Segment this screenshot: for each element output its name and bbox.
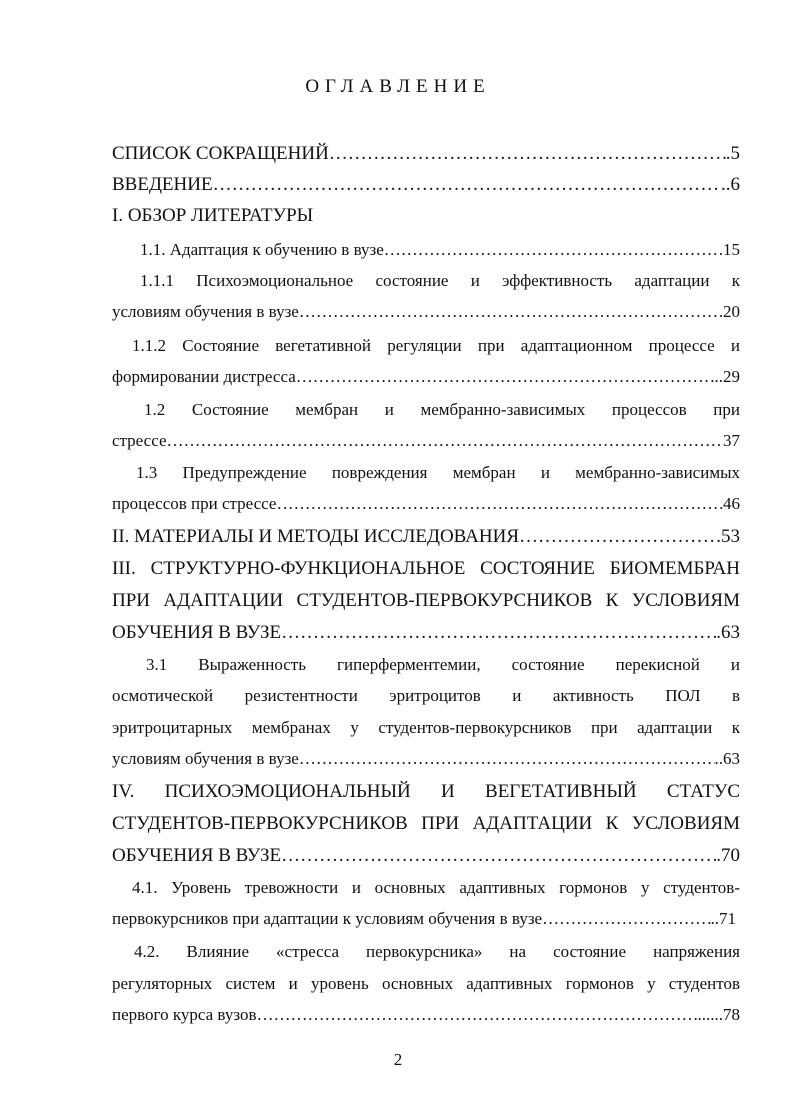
toc-entry-text: ОБУЧЕНИЯ В ВУЗЕ [112,845,282,866]
toc-entry-text: первого курса вузов [112,1005,257,1024]
toc-entry-text: процессов при стрессе [112,494,277,513]
toc-entry-4-1-line2[interactable] [112,909,736,929]
toc-entry-text: первокурсников при адаптации к условиям обучения в вузе [112,909,543,928]
toc-page-number: 15 [723,240,740,259]
toc-page-number: .63 [716,622,740,643]
toc-entry-3-1-line3[interactable]: эритроцитарных мембранах у студентов-первокурсников при адаптации к [112,718,740,737]
toc-entry-3-1-line1[interactable]: 3.1 Выраженность гиперферментемии, состояние перекисной и [146,655,740,674]
toc-page-number: ..63 [714,749,740,768]
toc-entry-text: стрессе [112,431,167,450]
toc-page-number: ...29 [710,367,740,386]
toc-page-number: 20 [723,302,740,321]
toc-leader [519,526,716,548]
toc-entry-introduction[interactable] [112,174,740,196]
toc-entry-text: условиям обучения в вузе [112,302,299,321]
toc-leader [299,302,723,322]
toc-page-number: ..6 [721,174,740,195]
toc-leader [281,622,716,644]
toc-leader [384,240,723,260]
toc-entry-4-1-line1[interactable]: 4.1. Уровень тревожности и основных адаптивных гормонов у студентов- [132,878,740,897]
toc-entry-chapter-1[interactable] [112,205,740,227]
toc-leader [296,367,711,387]
toc-page-number: 37 [723,431,740,450]
toc-entry-1-3-line2[interactable] [112,494,740,514]
page-title: ОГЛАВЛЕНИЕ [305,76,491,97]
toc-entry-1-3-line1[interactable]: 1.3 Предупреждение повреждения мембран и мембранно-зависимых [136,463,740,482]
toc-entry-text: условиям обучения в вузе [112,749,299,768]
toc-entry-1-1-1-line2[interactable] [112,302,740,322]
toc-entry-1-2-line1[interactable]: 1.2 Состояние мембран и мембранно-зависимых процессов при [144,400,740,419]
toc-entry-chapter-4-line2[interactable]: СТУДЕНТОВ-ПЕРВОКУРСНИКОВ ПРИ АДАПТАЦИИ К УСЛОВИЯМ [112,813,740,834]
toc-entry-1-1-1-line1[interactable]: 1.1.1 Психоэмоциональное состояние и эффективность адаптации к [140,271,740,290]
toc-leader [213,174,721,196]
toc-leader [167,431,724,451]
toc-entry-chapter-4-line1[interactable]: IV. ПСИХОЭМОЦИОНАЛЬНЫЙ И ВЕГЕТАТИВНЫЙ СТАТУС [112,781,740,802]
page-number: 2 [393,1050,403,1069]
toc-entry-text: I. ОБЗОР ЛИТЕРАТУРЫ [112,205,314,226]
toc-entry-text: 1.1. Адаптация к обучению в вузе [140,240,384,259]
toc-page-number: ..71 [710,909,736,928]
toc-entry-1-2-line2[interactable] [112,431,740,451]
toc-entry-chapter-3-line3[interactable] [112,622,740,644]
toc-entry-text: СПИСОК СОКРАЩЕНИЙ [112,143,329,164]
toc-leader [257,1005,698,1025]
toc-leader [281,845,716,867]
toc-page-number: .53 [716,526,740,547]
toc-page-number: .5 [725,143,740,164]
toc-entry-text: формировании дистресса [112,367,296,386]
toc-entry-1-1-2-line2[interactable] [112,367,740,387]
toc-entry-4-2-line2[interactable]: регуляторных систем и уровень основных адаптивных гормонов у студентов [112,974,740,993]
toc-entry-1-1[interactable] [140,240,740,260]
toc-leader [542,909,710,929]
toc-leader [299,749,715,769]
toc-entry-chapter-3-line1[interactable]: III. СТРУКТУРНО-ФУНКЦИОНАЛЬНОЕ СОСТОЯНИЕ БИОМЕМБРАН [112,558,740,579]
toc-leader [276,494,723,514]
toc-page-number: 46 [723,494,740,513]
toc-entry-4-2-line1[interactable]: 4.2. Влияние «стресса первокурсника» на состояние напряжения [134,942,740,961]
toc-entry-text: ОБУЧЕНИЯ В ВУЗЕ [112,622,282,643]
toc-entry-chapter-3-line2[interactable]: ПРИ АДАПТАЦИИ СТУДЕНТОВ-ПЕРВОКУРСНИКОВ К УСЛОВИЯМ [112,590,740,611]
toc-page-number: .70 [716,845,740,866]
toc-entry-3-1-line4[interactable] [112,749,740,769]
toc-entry-abbreviations[interactable] [112,143,740,165]
toc-entry-chapter-2[interactable] [112,526,740,548]
toc-leader [329,143,726,165]
toc-entry-text: II. МАТЕРИАЛЫ И МЕТОДЫ ИССЛЕДОВАНИЯ [112,526,519,547]
toc-entry-1-1-2-line1[interactable]: 1.1.2 Состояние вегетативной регуляции при адаптационном процессе и [132,336,740,355]
toc-page-number: ......78 [697,1005,740,1024]
toc-entry-text: ВВЕДЕНИЕ [112,174,213,195]
toc-entry-4-2-line3[interactable] [112,1005,740,1025]
toc-entry-3-1-line2[interactable]: осмотической резистентности эритроцитов и активность ПОЛ в [112,686,740,705]
toc-entry-chapter-4-line3[interactable] [112,845,740,867]
